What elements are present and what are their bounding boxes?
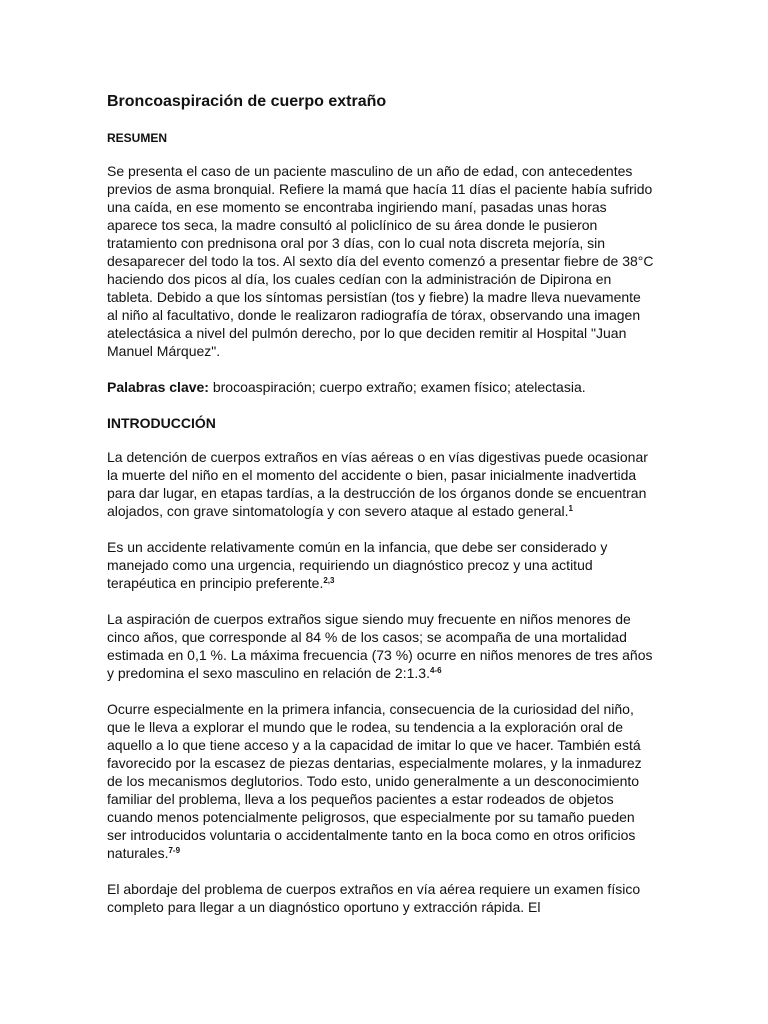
- paragraph-text: Es un accidente relativamente común en la infancia, que debe ser considerado y manejado como una urgencia, requiriendo un diagnóstico precoz y una actitud terapéutica en principio preferente.: [107, 539, 608, 591]
- document-page: [107, 92, 655, 934]
- resumen-heading: RESUMEN: [107, 131, 168, 145]
- reference-marker: 4-6: [429, 666, 442, 675]
- paragraph-text: La detención de cuerpos extraños en vías aéreas o en vías digestivas puede ocasionar la muerte del niño en el momento del accidente o bien, pasar inicialmente inadvertida para dar lugar, en etapas tardías, a la destrucción de los órganos donde se encuentran alojados, con grave sintomatología y con severo ataque al estado general.: [107, 449, 648, 519]
- paragraph-text: Ocurre especialmente en la primera infancia, consecuencia de la curiosidad del niño, que le lleva a explorar el mundo que le rodea, su tendencia a la exploración oral de aquello a lo que tiene acceso y a la capacidad de imitar lo que ve hacer. También está favorecido por la escasez de piezas dentarias, especialmente molares, y la inmadurez de los mecanismos deglutorios. Todo esto, unido generalmente a un desconocimiento familiar del problema, lleva a los pequeños pacientes a estar rodeados de objetos cuando menos potencialmente peligrosos, que especialmente por su tamaño pueden ser introducidos voluntaria o accidentalmente tanto en la boca como en otros orificios naturales.: [107, 701, 642, 861]
- paragraph-text: El abordaje del problema de cuerpos extraños en vía aérea requiere un examen físico completo para llegar a un diagnóstico oportuno y extracción rápida. El: [107, 881, 641, 915]
- intro-paragraph-5: [107, 880, 655, 916]
- intro-paragraph-1: [107, 448, 655, 520]
- reference-marker: 2,3: [323, 576, 335, 585]
- intro-paragraph-4: [107, 700, 655, 862]
- intro-paragraph-2: [107, 538, 655, 592]
- document-title: Broncoaspiración de cuerpo extraño: [107, 93, 387, 110]
- paragraph-text: La aspiración de cuerpos extraños sigue siendo muy frecuente en niños menores de cinco años, que corresponde al 84 % de los casos; se acompaña de una mortalidad estimada en 0,1 %. La máxima frecuencia (73 %) ocurre en niños menores de tres años y predomina el sexo masculino en relación de 2:1.3.: [107, 611, 653, 681]
- keywords-text: brocoaspiración; cuerpo extraño; examen físico; atelectasia.: [208, 379, 586, 395]
- keywords-label: Palabras clave:: [107, 379, 209, 395]
- introduccion-heading: INTRODUCCIÓN: [107, 415, 216, 431]
- reference-marker: 7-9: [168, 846, 181, 855]
- resumen-paragraph: Se presenta el caso de un paciente masculino de un año de edad, con antecedentes previos de asma bronquial. Refiere la mamá que hacía 11 días el paciente había sufrido una caída, en ese momento se encontraba ingiriendo maní, pasadas unas horas aparece tos seca, la madre consultó al policlínico de su área donde le pusieron tratamiento con prednisona oral por 3 días, con lo cual nota discreta mejoría, sin desaparecer del todo la tos. Al sexto día del evento comenzó a presentar fiebre de 38°C haciendo dos picos al día, los cuales cedían con la administración de Dipirona en tableta. Debido a que los síntomas persistían (tos y fiebre) la madre lleva nuevamente al niño al facultativo, donde le realizaron radiografía de tórax, observando una imagen atelectásica a nivel del pulmón derecho, por lo que deciden remitir al Hospital "Juan Manuel Márquez".: [107, 163, 654, 359]
- reference-marker: 1: [568, 504, 573, 513]
- keywords-paragraph: [107, 378, 655, 396]
- intro-paragraph-3: [107, 610, 655, 682]
